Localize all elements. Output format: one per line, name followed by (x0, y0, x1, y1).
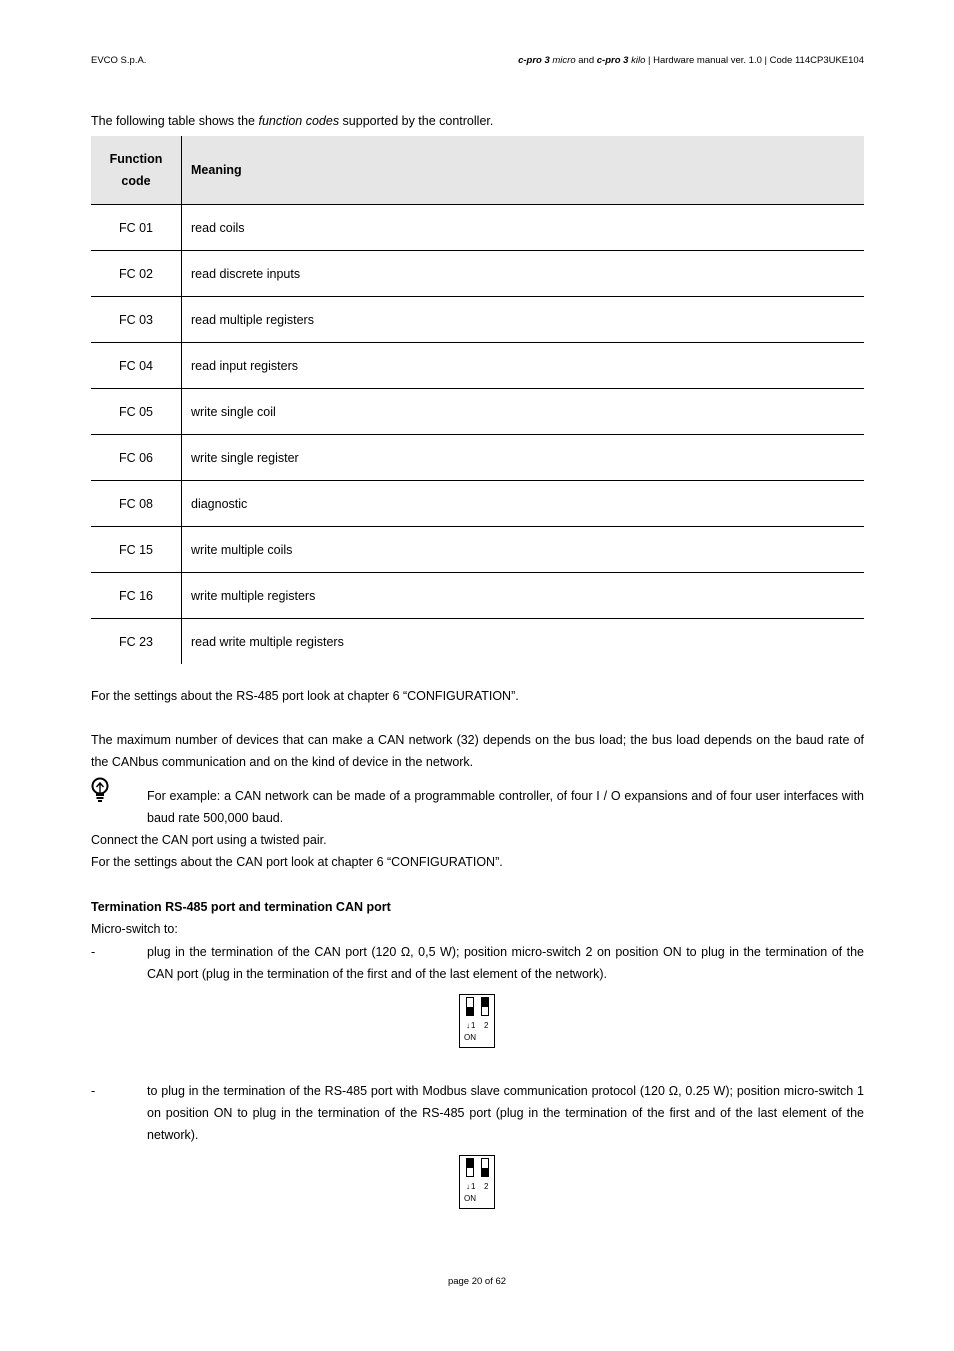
can-example-tip: For example: a CAN network can be made of a programmable controller, of four I / O expansions and of four user interfaces with baud rate 500,000 baud. (147, 789, 864, 825)
can-max-devices-paragraph: The maximum number of devices that can make a CAN network (32) depends on the bus load; the bus load depends on the baud rate of the CANbus communication and on the kind of device in the network. (91, 733, 864, 769)
table-row (91, 343, 864, 389)
header-variant-1: micro (552, 55, 576, 66)
function-code-cell: FC 05 (91, 389, 182, 435)
header-product-1: c-pro 3 (518, 55, 550, 66)
function-code-cell: FC 01 (91, 205, 182, 251)
table-row (91, 251, 864, 297)
list-dash: - (91, 945, 96, 959)
dip-switch-2 (481, 997, 489, 1016)
table-row (91, 481, 864, 527)
header-variant-2: kilo (631, 55, 646, 66)
meaning-cell: read coils (182, 205, 865, 251)
intro-text-start: The following table shows the (91, 114, 259, 128)
page-number: page 20 of 62 (447, 1276, 507, 1287)
table-header-row (91, 136, 864, 205)
meaning-cell: read discrete inputs (182, 251, 865, 297)
intro-paragraph (91, 110, 864, 132)
function-code-cell: FC 06 (91, 435, 182, 481)
function-code-cell: FC 16 (91, 573, 182, 619)
function-code-cell: FC 23 (91, 619, 182, 665)
list-dash: - (91, 1084, 96, 1098)
table-row (91, 435, 864, 481)
function-codes-table (91, 136, 864, 664)
dip-label-1: 1 (471, 1021, 476, 1030)
table-row (91, 205, 864, 251)
function-code-cell: FC 15 (91, 527, 182, 573)
dip-switch-1 (466, 1158, 474, 1177)
table-row (91, 389, 864, 435)
table-row (91, 527, 864, 573)
column-header-function-code: Function code (91, 136, 182, 205)
meaning-cell: write multiple coils (182, 527, 865, 573)
dip-label-1: 1 (471, 1182, 476, 1191)
can-settings-note: For the settings about the CAN port look at chapter 6 “CONFIGURATION”. (91, 855, 503, 869)
column-header-meaning: Meaning (182, 136, 865, 205)
intro-text-end: supported by the controller. (339, 114, 494, 128)
dip-switch-can-diagram (459, 994, 495, 1048)
meaning-cell: read input registers (182, 343, 865, 389)
termination-heading: Termination RS-485 port and termination CAN port (91, 900, 391, 914)
dip-on-label: ON (464, 1033, 476, 1042)
header-product-2: c-pro 3 (596, 55, 629, 66)
dip-switch-1 (466, 997, 474, 1016)
dip-switch-2 (481, 1158, 489, 1177)
meaning-cell: read write multiple registers (191, 634, 344, 649)
header-document-info (518, 55, 864, 66)
header-and: and (578, 55, 595, 66)
function-code-cell: FC 04 (91, 343, 182, 389)
intro-emphasis: function codes (258, 114, 340, 128)
table-row (91, 297, 864, 343)
can-termination-item: plug in the termination of the CAN port (120 Ω, 0,5 W); position micro-switch 2 on position ON to plug in the termination of the CAN port (plug in the termination of the first and of the last element of the network). (147, 945, 864, 981)
function-code-cell: FC 08 (91, 481, 182, 527)
table-row (91, 573, 864, 619)
meaning-cell: write multiple registers (182, 573, 865, 619)
dip-arrow: ↓ (466, 1021, 470, 1030)
dip-arrow: ↓ (466, 1182, 470, 1191)
function-code-cell: FC 03 (91, 297, 182, 343)
header-company: EVCO S.p.A. (91, 55, 147, 66)
microswitch-intro: Micro-switch to: (91, 922, 178, 936)
function-code-cell: FC 02 (91, 251, 182, 297)
dip-on-label: ON (464, 1194, 476, 1203)
lightbulb-icon (90, 777, 110, 803)
table-row (91, 619, 864, 665)
rs485-settings-note: For the settings about the RS-485 port look at chapter 6 “CONFIGURATION”. (91, 689, 519, 703)
meaning-cell: diagnostic (182, 481, 865, 527)
rs485-termination-item: to plug in the termination of the RS-485 port with Modbus slave communication protocol (120 Ω, 0.25 W); position micro-switch 1 on position ON to plug in the termination of the RS-485 port (plug in the termination of the first and of the last element of the network). (147, 1084, 864, 1142)
header-manual-code: | Hardware manual ver. 1.0 | Code 114CP3UKE104 (648, 55, 864, 66)
meaning-cell: write single register (182, 435, 865, 481)
dip-switch-rs485-diagram (459, 1155, 495, 1209)
connect-can-note: Connect the CAN port using a twisted pair. (91, 833, 327, 847)
meaning-cell: read multiple registers (182, 297, 865, 343)
dip-label-2: 2 (484, 1021, 489, 1030)
dip-label-2: 2 (484, 1182, 489, 1191)
meaning-cell: write single coil (182, 389, 865, 435)
